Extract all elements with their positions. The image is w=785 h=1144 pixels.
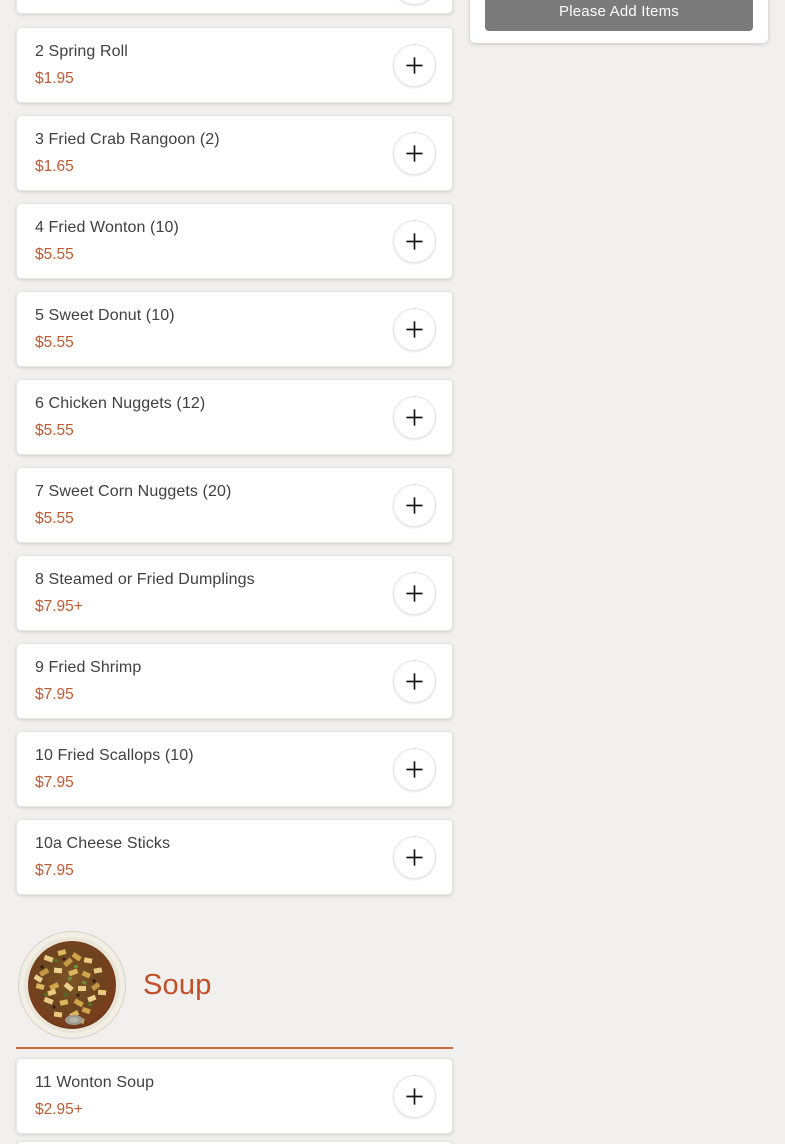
menu-item-card [16, 291, 453, 367]
menu-item-card [16, 203, 453, 279]
plus-icon [405, 848, 424, 867]
menu-item-card [16, 115, 453, 191]
menu-item-name: 9 Fried Shrimp [35, 659, 142, 676]
menu-item-name: 8 Steamed or Fried Dumplings [35, 571, 255, 588]
menu-item-name: 7 Sweet Corn Nuggets (20) [35, 483, 232, 500]
menu-item-card [16, 819, 453, 895]
add-item-button[interactable] [393, 836, 436, 879]
add-item-button[interactable] [393, 748, 436, 791]
menu-item-card [16, 1058, 453, 1134]
add-item-button[interactable] [393, 132, 436, 175]
add-item-button[interactable] [393, 44, 436, 87]
menu-item-price: $7.95 [35, 774, 74, 791]
menu-item-price: $7.95 [35, 862, 74, 879]
menu-item-price: $1.65 [35, 158, 74, 175]
add-item-button[interactable] [393, 220, 436, 263]
plus-icon [405, 1087, 424, 1106]
menu-item-price: $5.55 [35, 422, 74, 439]
menu-item-name: 5 Sweet Donut (10) [35, 307, 175, 324]
soup-section-divider [16, 1047, 453, 1049]
add-item-button[interactable] [393, 484, 436, 527]
menu-item-name: 10 Fried Scallops (10) [35, 747, 194, 764]
menu-item-price: $7.95 [35, 686, 74, 703]
plus-icon [405, 408, 424, 427]
plus-icon [405, 496, 424, 515]
plus-icon [405, 144, 424, 163]
add-item-button[interactable] [393, 396, 436, 439]
add-item-button[interactable] [393, 0, 436, 5]
menu-item-name: 6 Chicken Nuggets (12) [35, 395, 206, 412]
menu-item-price: $2.95+ [35, 1101, 83, 1118]
add-item-button[interactable] [393, 308, 436, 351]
menu-item-price: $5.55 [35, 510, 74, 527]
add-item-button[interactable] [393, 660, 436, 703]
menu-item-name: 11 Wonton Soup [35, 1074, 155, 1091]
menu-item-card [16, 379, 453, 455]
menu-item-card [16, 467, 453, 543]
cart-panel [470, 0, 768, 43]
menu-item-price: $5.55 [35, 334, 74, 351]
soup-section-title: Soup [143, 969, 212, 1001]
menu-item-price: $1.95 [35, 70, 74, 87]
plus-icon [405, 320, 424, 339]
add-item-button[interactable] [393, 572, 436, 615]
menu-item-card [16, 643, 453, 719]
plus-icon [405, 760, 424, 779]
menu-item-name: 2 Spring Roll [35, 43, 128, 60]
plus-icon [405, 672, 424, 691]
menu-item-name: 4 Fried Wonton (10) [35, 219, 179, 236]
menu-item-card-partial [16, 0, 453, 14]
menu-item-price: $7.95+ [35, 598, 83, 615]
add-item-button[interactable] [393, 1075, 436, 1118]
menu-item-name: 3 Fried Crab Rangoon (2) [35, 131, 220, 148]
menu-item-card [16, 27, 453, 103]
plus-icon [405, 56, 424, 75]
plus-icon [405, 232, 424, 251]
soup-section-photo [18, 931, 126, 1039]
menu-item-card [16, 731, 453, 807]
checkout-button[interactable]: Please Add Items [485, 0, 753, 31]
menu-item-name: 10a Cheese Sticks [35, 835, 171, 852]
plus-icon [405, 584, 424, 603]
menu-item-price: $5.55 [35, 246, 74, 263]
menu-item-card [16, 555, 453, 631]
